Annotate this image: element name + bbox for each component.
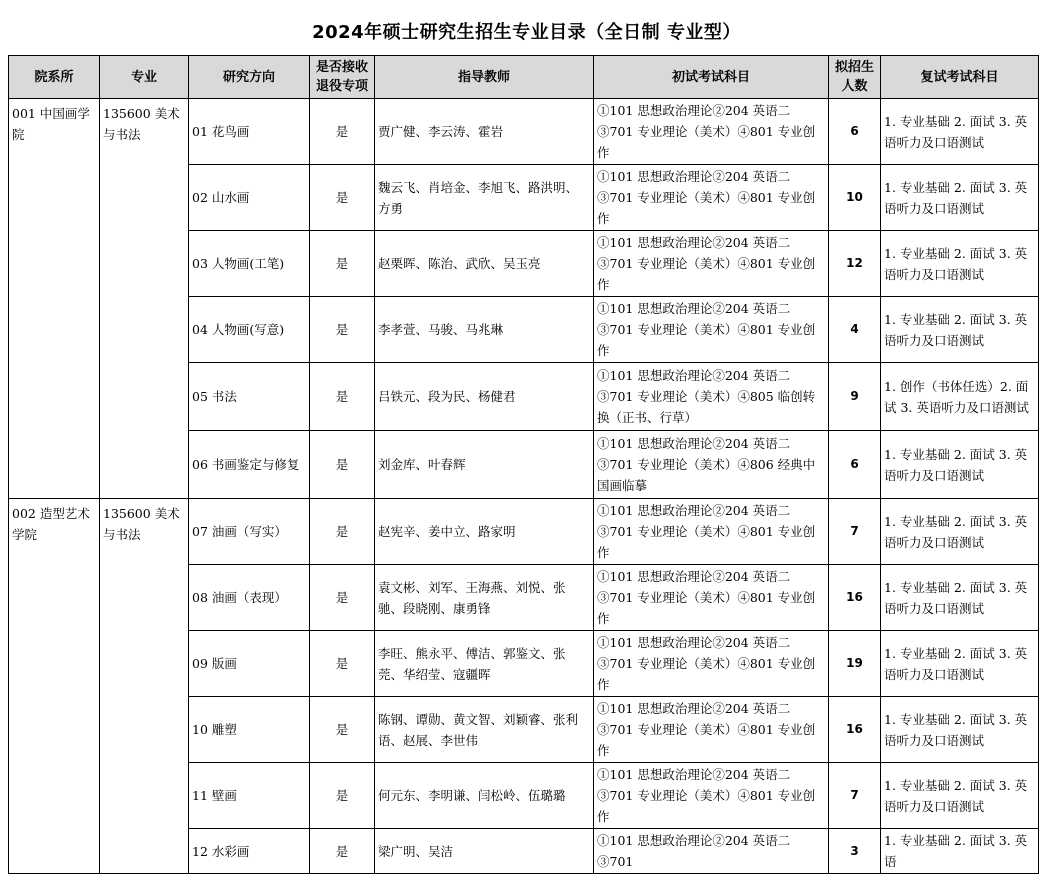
quota-cell: 7 xyxy=(829,499,881,565)
veteran-cell: 是 xyxy=(310,763,375,829)
exam-cell: ①101 思想政治理论②204 英语二③701 专业理论（美术）④801 专业创作 xyxy=(594,99,829,165)
exam-cell: ①101 思想政治理论②204 英语二③701 专业理论（美术）④801 专业创作 xyxy=(594,763,829,829)
program-catalog-table xyxy=(8,55,1039,874)
retest-cell: 1. 专业基础 2. 面试 3. 英语听力及口语测试 xyxy=(881,165,1039,231)
exam-cell: ①101 思想政治理论②204 英语二③701 专业理论（美术）④806 经典中国画临摹 xyxy=(594,431,829,499)
table-row xyxy=(9,499,1039,565)
advisors-cell: 刘金库、叶春辉 xyxy=(375,431,594,499)
exam-cell: ①101 思想政治理论②204 英语二③701 专业理论（美术）④805 临创转换（正书、行草） xyxy=(594,363,829,431)
exam-cell: ①101 思想政治理论②204 英语二③701 专业理论（美术）④801 专业创作 xyxy=(594,165,829,231)
quota-cell: 6 xyxy=(829,99,881,165)
header-advisors: 指导教师 xyxy=(375,56,594,99)
header-department: 院系所 xyxy=(9,56,100,99)
department-cell: 002 造型艺术学院 xyxy=(9,499,100,874)
header-veteran: 是否接收退役专项 xyxy=(310,56,375,99)
veteran-cell: 是 xyxy=(310,829,375,874)
retest-cell: 1. 专业基础 2. 面试 3. 英语听力及口语测试 xyxy=(881,763,1039,829)
veteran-cell: 是 xyxy=(310,231,375,297)
retest-cell: 1. 专业基础 2. 面试 3. 英语听力及口语测试 xyxy=(881,431,1039,499)
page-title: 2024年硕士研究生招生专业目录（全日制 专业型） xyxy=(312,22,741,43)
quota-cell: 12 xyxy=(829,231,881,297)
quota-cell: 16 xyxy=(829,565,881,631)
direction-cell: 09 版画 xyxy=(189,631,310,697)
advisors-cell: 陈钢、谭勋、黄文智、刘颖睿、张利语、赵展、李世伟 xyxy=(375,697,594,763)
direction-cell: 08 油画（表现） xyxy=(189,565,310,631)
advisors-cell: 李孝萱、马骏、马兆琳 xyxy=(375,297,594,363)
veteran-cell: 是 xyxy=(310,565,375,631)
retest-cell: 1. 专业基础 2. 面试 3. 英语听力及口语测试 xyxy=(881,297,1039,363)
header-quota: 拟招生人数 xyxy=(829,56,881,99)
major-cell: 135600 美术与书法 xyxy=(100,99,189,499)
retest-cell: 1. 专业基础 2. 面试 3. 英语听力及口语测试 xyxy=(881,697,1039,763)
header-row xyxy=(9,56,1039,99)
direction-cell: 10 雕塑 xyxy=(189,697,310,763)
exam-cell: ①101 思想政治理论②204 英语二③701 专业理论（美术）④801 专业创作 xyxy=(594,297,829,363)
exam-cell: ①101 思想政治理论②204 英语二③701 专业理论（美术）④801 专业创作 xyxy=(594,565,829,631)
advisors-cell: 赵宪辛、姜中立、路家明 xyxy=(375,499,594,565)
retest-cell: 1. 专业基础 2. 面试 3. 英语 xyxy=(881,829,1039,874)
exam-cell: ①101 思想政治理论②204 英语二③701 专业理论（美术）④801 专业创作 xyxy=(594,499,829,565)
advisors-cell: 梁广明、吴洁 xyxy=(375,829,594,874)
quota-cell: 9 xyxy=(829,363,881,431)
direction-cell: 03 人物画(工笔) xyxy=(189,231,310,297)
retest-cell: 1. 专业基础 2. 面试 3. 英语听力及口语测试 xyxy=(881,499,1039,565)
quota-cell: 4 xyxy=(829,297,881,363)
direction-cell: 04 人物画(写意) xyxy=(189,297,310,363)
quota-cell: 10 xyxy=(829,165,881,231)
header-retest-subjects: 复试考试科目 xyxy=(881,56,1039,99)
quota-cell: 3 xyxy=(829,829,881,874)
advisors-cell: 袁文彬、刘军、王海燕、刘悦、张驰、段晓刚、康勇锋 xyxy=(375,565,594,631)
quota-cell: 19 xyxy=(829,631,881,697)
quota-cell: 16 xyxy=(829,697,881,763)
quota-cell: 6 xyxy=(829,431,881,499)
direction-cell: 02 山水画 xyxy=(189,165,310,231)
advisors-cell: 魏云飞、肖培金、李旭飞、路洪明、方勇 xyxy=(375,165,594,231)
department-cell: 001 中国画学院 xyxy=(9,99,100,499)
retest-cell: 1. 专业基础 2. 面试 3. 英语听力及口语测试 xyxy=(881,231,1039,297)
direction-cell: 07 油画（写实） xyxy=(189,499,310,565)
advisors-cell: 李旺、熊永平、傅洁、郭鉴文、张莞、华绍莹、寇疆晖 xyxy=(375,631,594,697)
advisors-cell: 吕铁元、段为民、杨健君 xyxy=(375,363,594,431)
exam-cell: ①101 思想政治理论②204 英语二③701 专业理论（美术）④801 专业创作 xyxy=(594,231,829,297)
quota-cell: 7 xyxy=(829,763,881,829)
exam-cell: ①101 思想政治理论②204 英语二③701 专业理论（美术）④801 专业创作 xyxy=(594,697,829,763)
retest-cell: 1. 专业基础 2. 面试 3. 英语听力及口语测试 xyxy=(881,99,1039,165)
veteran-cell: 是 xyxy=(310,363,375,431)
veteran-cell: 是 xyxy=(310,431,375,499)
header-major: 专业 xyxy=(100,56,189,99)
header-exam-subjects: 初试考试科目 xyxy=(594,56,829,99)
veteran-cell: 是 xyxy=(310,297,375,363)
table-row xyxy=(9,99,1039,165)
veteran-cell: 是 xyxy=(310,99,375,165)
veteran-cell: 是 xyxy=(310,631,375,697)
advisors-cell: 何元东、李明谦、闫松岭、伍璐璐 xyxy=(375,763,594,829)
retest-cell: 1. 创作（书体任选）2. 面试 3. 英语听力及口语测试 xyxy=(881,363,1039,431)
advisors-cell: 贾广健、李云涛、霍岩 xyxy=(375,99,594,165)
retest-cell: 1. 专业基础 2. 面试 3. 英语听力及口语测试 xyxy=(881,631,1039,697)
veteran-cell: 是 xyxy=(310,697,375,763)
advisors-cell: 赵栗晖、陈治、武欣、吴玉亮 xyxy=(375,231,594,297)
direction-cell: 06 书画鉴定与修复 xyxy=(189,431,310,499)
direction-cell: 01 花鸟画 xyxy=(189,99,310,165)
retest-cell: 1. 专业基础 2. 面试 3. 英语听力及口语测试 xyxy=(881,565,1039,631)
direction-cell: 05 书法 xyxy=(189,363,310,431)
exam-cell: ①101 思想政治理论②204 英语二③701 专业理论（美术）④801 专业创作 xyxy=(594,631,829,697)
direction-cell: 12 水彩画 xyxy=(189,829,310,874)
exam-cell: ①101 思想政治理论②204 英语二③701 xyxy=(594,829,829,874)
header-direction: 研究方向 xyxy=(189,56,310,99)
major-cell: 135600 美术与书法 xyxy=(100,499,189,874)
veteran-cell: 是 xyxy=(310,165,375,231)
direction-cell: 11 壁画 xyxy=(189,763,310,829)
veteran-cell: 是 xyxy=(310,499,375,565)
